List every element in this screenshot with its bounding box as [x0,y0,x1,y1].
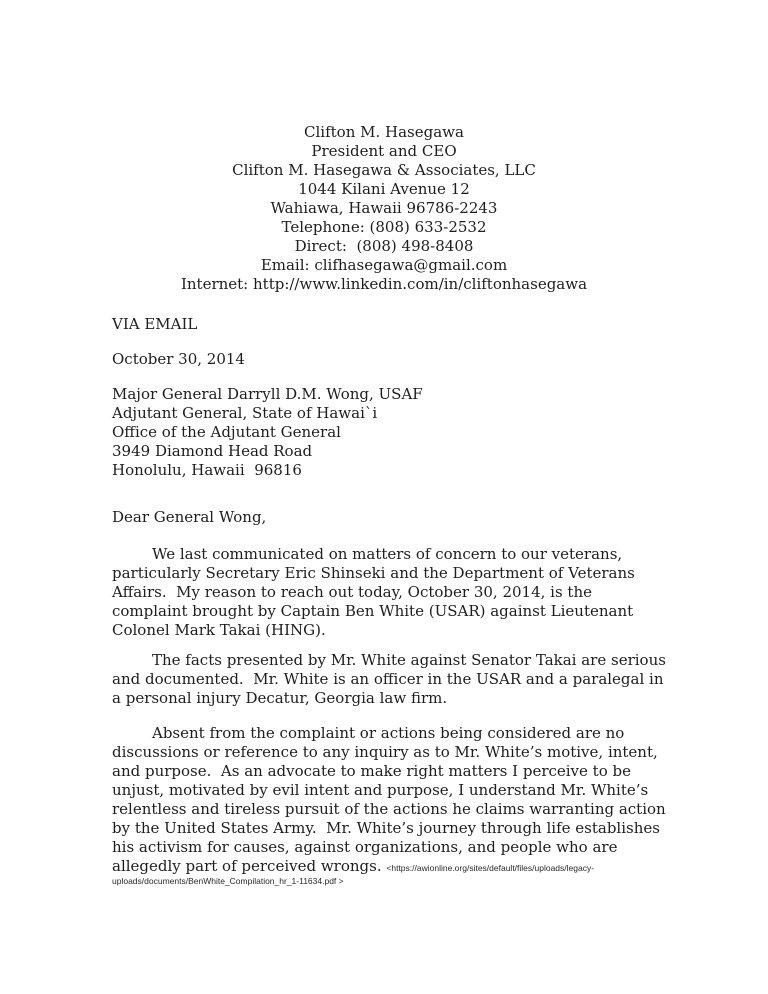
paragraph-1 [112,545,635,640]
paragraph-3-lines [112,724,666,857]
text-line: discussions or reference to any inquiry as to Mr. White’s motive, intent, [112,743,658,761]
text-line: relentless and tireless pursuit of the actions he claims warranting action [112,800,666,818]
text-line: Email: clifhasegawa@gmail.com [260,256,508,274]
citation-url-part-1: <https://awionline.org/sites/default/files/uploads/legacy- [386,863,595,873]
delivery-method-line: VIA EMAIL [112,315,198,333]
text-line: his activism for causes, against organizations, and people who are [112,838,618,856]
text-line: particularly Secretary Eric Shinseki and the Department of Veterans [112,564,635,582]
text-line: Adjutant General, State of Hawai`i [112,404,378,422]
text-line: Absent from the complaint or actions being considered are no [152,724,625,742]
date-line: October 30, 2014 [112,350,245,368]
text-line: Wahiawa, Hawaii 96786-2243 [270,199,498,217]
text-line: Telephone: (808) 633-2532 [281,218,487,236]
text-line: Major General Darryll D.M. Wong, USAF [112,385,423,403]
paragraph-3 [112,724,666,887]
text-line: Colonel Mark Takai (HING). [112,621,326,639]
text-line: Direct: (808) 498-8408 [294,237,474,255]
text-line: Clifton M. Hasegawa & Associates, LLC [232,161,536,179]
citation-url-part-2: uploads/documents/BenWhite_Compilation_hr_1-11634.pdf > [112,876,344,886]
text-line: Office of the Adjutant General [112,423,341,441]
text-line: and documented. Mr. White is an officer in the USAR and a paralegal in [112,670,664,688]
text-line: 1044 Kilani Avenue 12 [298,180,470,198]
text-line: a personal injury Decatur, Georgia law firm. [112,689,448,707]
text-line: President and CEO [311,142,457,160]
letterhead [0,123,768,294]
paragraph-2 [112,651,666,708]
text-line: 3949 Diamond Head Road [112,442,313,460]
text-line: Affairs. My reason to reach out today, October 30, 2014, is the [112,583,592,601]
text-line: complaint brought by Captain Ben White (USAR) against Lieutenant [112,602,634,620]
text-line: Clifton M. Hasegawa [304,123,464,141]
text-line: and purpose. As an advocate to make right matters I perceive to be [112,762,631,780]
text-line: by the United States Army. Mr. White’s journey through life establishes [112,819,660,837]
text-line: Internet: http://www.linkedin.com/in/cliftonhasegawa [180,275,588,293]
paragraph-3-final-text: allegedly part of perceived wrongs. [112,857,387,875]
text-line: We last communicated on matters of concern to our veterans, [152,545,623,563]
recipient-address-block [112,385,423,480]
text-line: Honolulu, Hawaii 96816 [112,461,302,479]
paragraph-3-final-line [112,857,666,876]
text-line: unjust, motivated by evil intent and purpose, I understand Mr. White’s [112,781,649,799]
salutation: Dear General Wong, [112,508,267,526]
text-line: The facts presented by Mr. White against Senator Takai are serious [152,651,666,669]
